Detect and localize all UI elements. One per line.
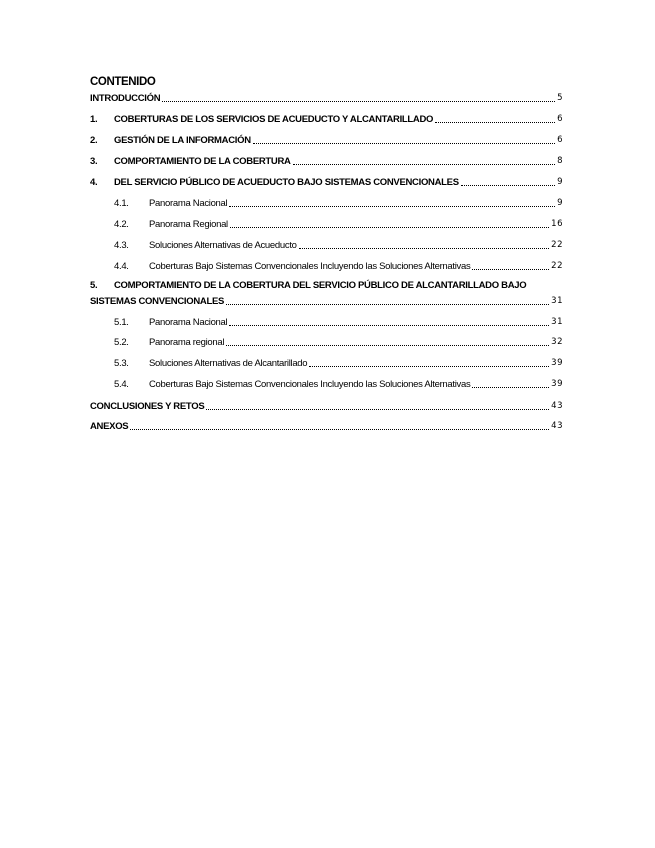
toc-entry-number: 4.1. [114, 198, 129, 209]
dot-leader [229, 325, 549, 326]
toc-entry-label: CONCLUSIONES Y RETOS [90, 401, 205, 412]
toc-entry-number: 4.4. [114, 261, 129, 272]
toc-entry-label: Coberturas Bajo Sistemas Convencionales Incluyendo las Soluciones Alternativas [149, 379, 471, 390]
dot-leader [309, 366, 549, 367]
toc-entry-label: ANEXOS [90, 421, 129, 432]
toc-entry-page: 6 [557, 114, 563, 124]
dot-leader [472, 387, 549, 388]
dot-leader [226, 304, 549, 305]
toc-entry-page: 39 [551, 379, 563, 389]
toc-entry-4-4[interactable] [114, 261, 563, 272]
toc-entry-number: 4. [90, 177, 98, 188]
toc-entry-number: 5.2. [114, 337, 129, 348]
dot-leader [162, 101, 555, 102]
toc-entry-page: 39 [551, 358, 563, 368]
toc-entry-5-3[interactable] [114, 358, 563, 369]
toc-entry-label: Panorama Regional [149, 219, 228, 230]
toc-entry-second-line [90, 296, 563, 307]
toc-entry-number: 4.2. [114, 219, 129, 230]
toc-entry-number: 1. [90, 114, 98, 125]
toc-entry-page: 43 [551, 421, 563, 431]
toc-entry-label: Panorama regional [149, 337, 225, 348]
dot-leader [229, 206, 555, 207]
toc-entry-5-1[interactable] [114, 317, 563, 328]
toc-entry-5-2[interactable] [114, 337, 563, 348]
toc-entry-4-1[interactable] [114, 198, 563, 209]
toc-entry-page: 9 [557, 198, 563, 208]
toc-title: CONTENIDO [90, 76, 156, 88]
dot-leader [230, 227, 549, 228]
toc-entry-1[interactable] [90, 114, 563, 125]
toc-entry-first-line [90, 280, 563, 291]
toc-entry-label: GESTIÓN DE LA INFORMACIÓN [114, 135, 251, 146]
toc-entry-label: COBERTURAS DE LOS SERVICIOS DE ACUEDUCTO Y ALCANTARILLADO [114, 114, 434, 125]
toc-entry-label: Panorama Nacional [149, 198, 228, 209]
toc-entry-5[interactable] [90, 280, 563, 307]
toc-entry-label-line2: SISTEMAS CONVENCIONALES [90, 296, 225, 307]
toc-entry-number: 2. [90, 135, 98, 146]
toc-entry-label: Soluciones Alternativas de Alcantarillado [149, 358, 308, 369]
toc-entry-number: 5.4. [114, 379, 129, 390]
toc-entry-4-2[interactable] [114, 219, 563, 230]
dot-leader [472, 269, 549, 270]
toc-entry-5-4[interactable] [114, 379, 563, 390]
toc-entry-page: 8 [557, 156, 563, 166]
toc-entry-number: 5.3. [114, 358, 129, 369]
toc-entry-page: 43 [551, 401, 563, 411]
toc-entry-number: 3. [90, 156, 98, 167]
toc-entry-number: 5.1. [114, 317, 129, 328]
toc-entry-number: 5. [90, 280, 98, 291]
toc-entry-page: 5 [557, 93, 563, 103]
toc-entry-2[interactable] [90, 135, 563, 146]
toc-entry-label: DEL SERVICIO PÚBLICO DE ACUEDUCTO BAJO SISTEMAS CONVENCIONALES [114, 177, 459, 188]
toc-entry-4[interactable] [90, 177, 563, 188]
toc-entry-page: 22 [551, 261, 563, 271]
toc-entry-label: INTRODUCCIÓN [90, 93, 161, 104]
toc-entry-4-3[interactable] [114, 240, 563, 251]
toc-entry-conclusiones[interactable] [90, 401, 563, 412]
dot-leader [435, 122, 555, 123]
dot-leader [226, 345, 549, 346]
toc-entry-page: 16 [551, 219, 563, 229]
toc-entry-label: COMPORTAMIENTO DE LA COBERTURA [114, 156, 291, 167]
dot-leader [299, 248, 550, 249]
toc-entry-page: 22 [551, 240, 563, 250]
dot-leader [253, 143, 555, 144]
dot-leader [293, 164, 555, 165]
toc-entry-label: Panorama Nacional [149, 317, 228, 328]
toc-entry-3[interactable] [90, 156, 563, 167]
toc-entry-anexos[interactable] [90, 421, 563, 432]
toc-entry-page: 31 [551, 296, 563, 306]
dot-leader [461, 185, 555, 186]
toc-entry-page: 9 [557, 177, 563, 187]
dot-leader [130, 429, 549, 430]
toc-entry-label-line1: COMPORTAMIENTO DE LA COBERTURA DEL SERVICIO PÚBLICO DE ALCANTARILLADO BAJO [114, 280, 527, 291]
toc-entry-number: 4.3. [114, 240, 129, 251]
toc-entry-label: Soluciones Alternativas de Acueducto [149, 240, 297, 251]
toc-entry-page: 31 [551, 317, 563, 327]
toc-entry-introduccion[interactable] [90, 93, 563, 104]
dot-leader [206, 409, 549, 410]
toc-entry-label: Coberturas Bajo Sistemas Convencionales Incluyendo las Soluciones Alternativas [149, 261, 471, 272]
toc-entry-page: 32 [551, 337, 563, 347]
toc-entry-page: 6 [557, 135, 563, 145]
